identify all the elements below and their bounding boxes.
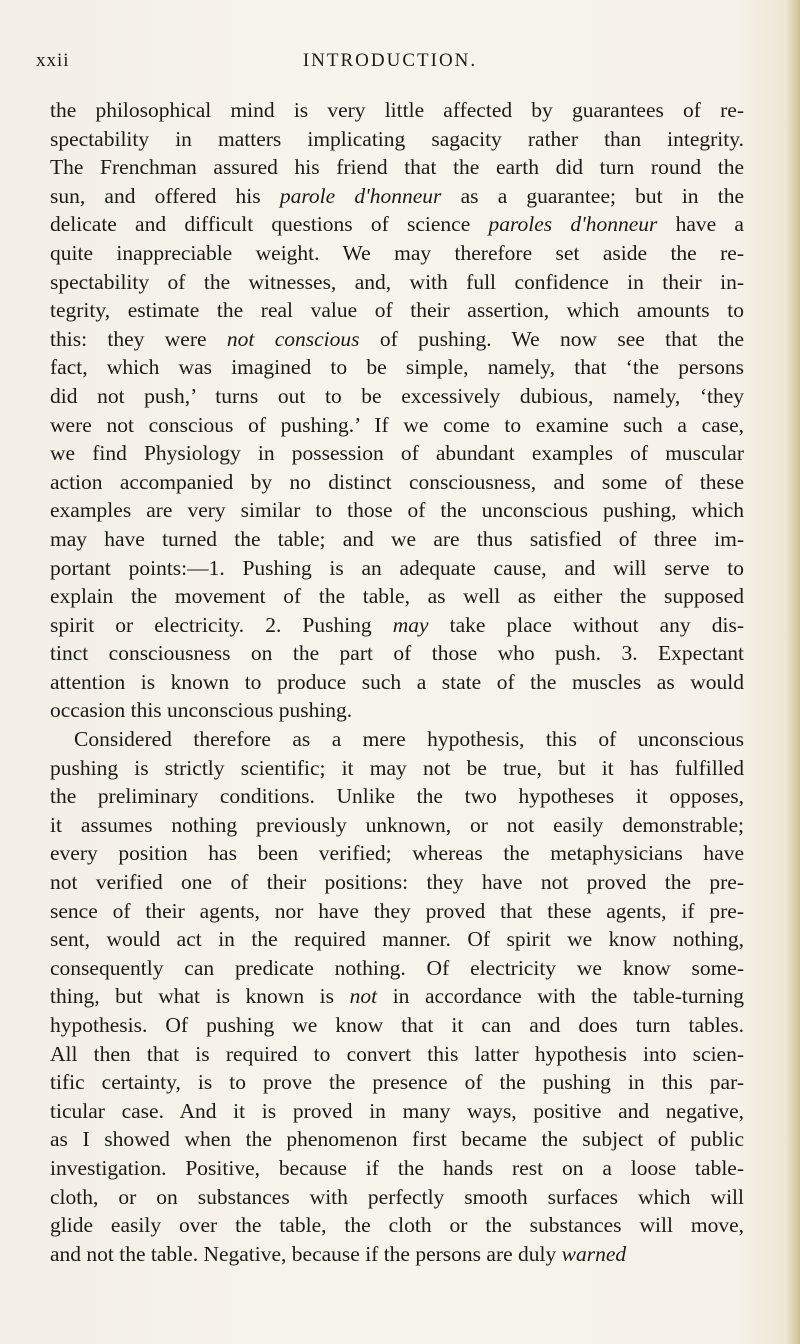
text-line: sun, and offered his parole d'honneur as a guarantee; but in the (50, 183, 745, 208)
text-line: pushing is strictly scientific; it may not be true, but it has fulfilled (50, 755, 744, 780)
emphasis: may (392, 612, 429, 637)
text-line: may have turned the table; and we are thus satisfied of three im- (50, 526, 744, 551)
text-line: attention is known to produce such a state of the muscles as would (50, 669, 744, 694)
text-line: sence of their agents, nor have they proved that these agents, if pre- (50, 898, 744, 923)
text-line: hypothesis. Of pushing we know that it can and does turn tables. (50, 1013, 744, 1037)
text-line: quite inappreciable weight. We may therefore set aside the re- (50, 240, 744, 265)
text-line: consequently can predicate nothing. Of electricity we know some- (50, 955, 744, 980)
text-line: tinct consciousness on the part of those who push. 3. Expectant (50, 641, 744, 666)
text-line: Considered therefore as a mere hypothesis, this of unconscious (74, 727, 744, 752)
text-line: did not push,’ turns out to be excessively dubious, namely, ‘they (50, 383, 744, 408)
emphasis: parole d'honneur (279, 183, 442, 208)
text-line: fact, which was imagined to be simple, namely, that ‘the persons (50, 355, 744, 380)
text-line: the philosophical mind is very little affected by guarantees of re- (50, 98, 744, 122)
running-title: INTRODUCTION. (302, 50, 478, 71)
text-line: The Frenchman assured his friend that the earth did turn round the (50, 155, 744, 180)
text-line: not verified one of their positions: they have not proved the pre- (50, 870, 744, 895)
text-line: as I showed when the phenomenon first became the subject of public (50, 1127, 744, 1152)
text-line: portant points:—1. Pushing is an adequate cause, and will serve to (50, 555, 744, 580)
text-line: investigation. Positive, because if the hands rest on a loose table- (50, 1155, 744, 1180)
text-line: thing, but what is known is not in accordance with the table-turning (50, 984, 744, 1009)
page-edge-shading (786, 0, 800, 1344)
body-text (50, 96, 744, 1268)
emphasis: paroles d'honneur (488, 212, 658, 237)
text-line: were not conscious of pushing.’ If we come to examine such a case, (50, 412, 744, 437)
text-line: spectability in matters implicating sagacity rather than integrity. (50, 126, 744, 151)
text-line: occasion this unconscious pushing. (50, 698, 353, 723)
text-line: and not the table. Negative, because if the persons are duly warned (50, 1241, 627, 1266)
text-line: spectability of the witnesses, and, with full confidence in their in- (50, 269, 744, 294)
text-line: tific certainty, is to prove the presence of the pushing in this par- (50, 1070, 744, 1095)
emphasis: warned (561, 1241, 627, 1266)
text-line: explain the movement of the table, as well as either the supposed (50, 584, 744, 609)
text-line: All then that is required to convert this latter hypothesis into scien- (50, 1041, 744, 1066)
text-line: every position has been verified; whereas the metaphysicians have (50, 841, 744, 866)
text-line: it assumes nothing previously unknown, or not easily demonstrable; (50, 812, 744, 837)
running-head (36, 50, 744, 74)
text-line: delicate and difficult questions of science paroles d'honneur have a (50, 212, 744, 237)
emphasis: not conscious (226, 326, 360, 351)
emphasis: not (349, 984, 378, 1009)
text-line: sent, would act in the required manner. Of spirit we know nothing, (50, 927, 744, 952)
page-number: xxii (36, 50, 70, 71)
text-line: we find Physiology in possession of abundant examples of muscular (50, 441, 744, 466)
text-line: action accompanied by no distinct consciousness, and some of these (50, 469, 744, 494)
text-line: the preliminary conditions. Unlike the two hypotheses it opposes, (50, 784, 744, 809)
text-line: this: they were not conscious of pushing. We now see that the (50, 326, 745, 351)
text-line: tegrity, estimate the real value of their assertion, which amounts to (50, 298, 744, 323)
text-line: ticular case. And it is proved in many ways, positive and negative, (50, 1098, 744, 1123)
text-line: spirit or electricity. 2. Pushing may take place without any dis- (50, 612, 744, 637)
text-line: glide easily over the table, the cloth or the substances will move, (50, 1213, 744, 1238)
text-line: cloth, or on substances with perfectly smooth surfaces which will (50, 1184, 744, 1209)
text-line: examples are very similar to those of the unconscious pushing, which (50, 498, 744, 523)
